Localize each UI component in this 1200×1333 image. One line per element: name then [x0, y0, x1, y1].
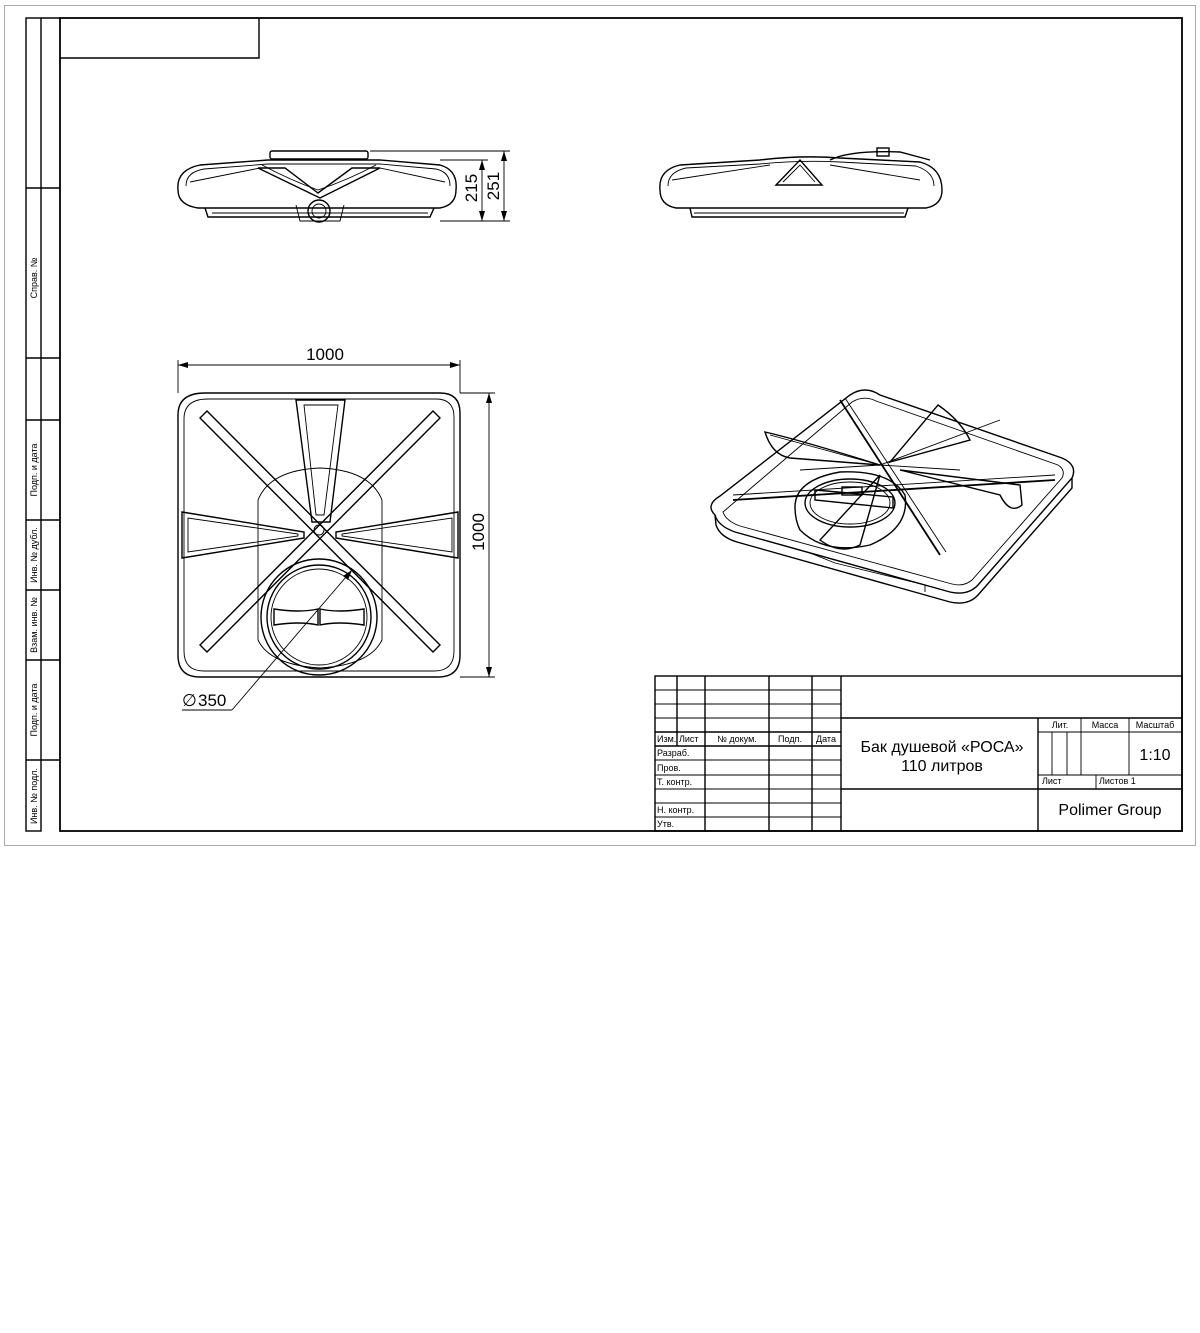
drawing-frame	[60, 18, 1182, 831]
top-view	[178, 393, 460, 677]
stamp-inv-no-podl: Инв. № подл.	[29, 767, 39, 825]
stamp-podp-data-1: Подп. и дата	[29, 443, 39, 497]
product-title-line1: Бак душевой «РОСА»	[860, 739, 1024, 756]
sheet-label: Лист	[1042, 776, 1062, 786]
col-doc-no: № докум.	[717, 734, 757, 744]
scale-label: Масштаб	[1135, 720, 1175, 730]
row-razrab: Разраб.	[657, 748, 690, 758]
stamp-sprav-no: Справ. №	[29, 257, 39, 299]
stamp-vzam-inv-no: Взам. инв. №	[29, 597, 39, 653]
dim-diameter-symbol: ∅	[182, 691, 197, 710]
side-stamp	[26, 18, 60, 831]
sheet-outer-border	[5, 6, 1196, 846]
mass-label: Масса	[1091, 720, 1119, 730]
col-data: Дата	[816, 734, 836, 744]
stamp-podp-data-2: Подп. и дата	[29, 683, 39, 737]
front-view	[178, 151, 456, 222]
scale-value: 1:10	[1139, 747, 1171, 764]
isometric-view	[711, 390, 1074, 603]
company-name: Polimer Group	[1058, 802, 1162, 819]
dim-width-1000: 1000	[306, 345, 344, 364]
dim-depth-1000: 1000	[469, 513, 488, 551]
col-izm: Изм.	[657, 734, 677, 744]
side-view	[660, 148, 942, 217]
row-t-kontr: Т. контр.	[657, 777, 693, 787]
lit-label: Лит.	[1051, 720, 1069, 730]
row-prov: Пров.	[657, 763, 681, 773]
col-podp: Подп.	[778, 734, 802, 744]
stamp-inv-no-dubl: Инв. № дубл.	[29, 527, 39, 583]
col-list: Лист	[679, 734, 699, 744]
dim-diameter-350: 350	[198, 691, 227, 710]
dim-215: 215	[462, 173, 481, 203]
top-left-box	[60, 18, 259, 58]
sheets-count: Листов 1	[1099, 776, 1136, 786]
row-n-kontr: Н. контр.	[657, 805, 695, 815]
product-title-line2: 110 литров	[901, 758, 983, 775]
row-utv: Утв.	[657, 819, 675, 829]
title-block	[655, 676, 1182, 831]
dim-251: 251	[484, 171, 503, 201]
